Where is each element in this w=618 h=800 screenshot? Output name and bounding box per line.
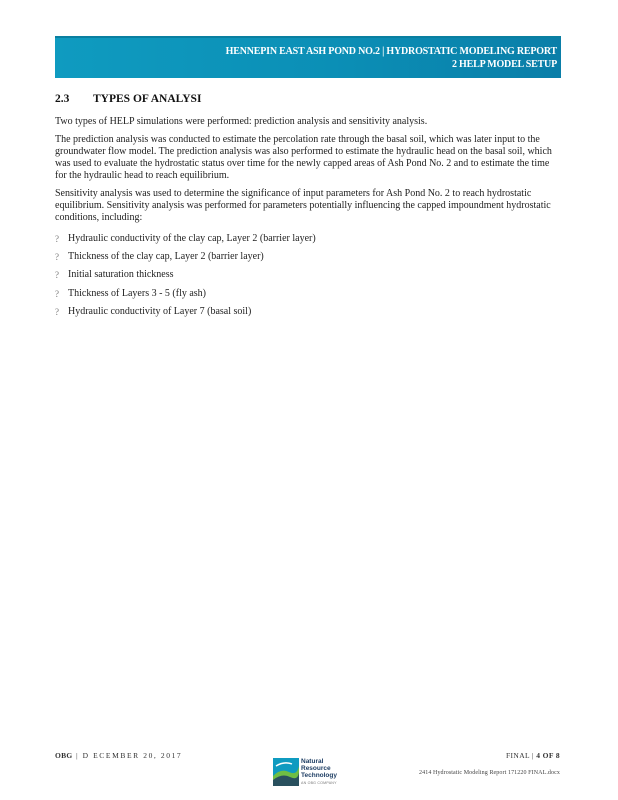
footer-org-date bbox=[55, 751, 182, 760]
footer-date: | D ECEMBER 20, 2017 bbox=[76, 751, 183, 760]
paragraph-sensitivity: Sensitivity analysis was used to determine the significance of input parameters for Ash Pond No. 2 to reach hydrostatic equilibrium. Sensitivity analysis was performed for parameters potentially influencing the capped impoundment hydrostatic conditions, including: bbox=[55, 188, 551, 223]
logo-wordmark: Natural Resource Technology bbox=[301, 758, 337, 779]
header-title: HENNEPIN EAST ASH POND NO.2 | HYDROSTATIC MODELING REPORT bbox=[225, 46, 557, 57]
list-item: ? Initial saturation thickness bbox=[55, 269, 174, 281]
footer-page-info bbox=[506, 751, 560, 760]
list-item: ? Thickness of the clay cap, Layer 2 (barrier layer) bbox=[55, 251, 264, 263]
bullet-marker: ? bbox=[55, 306, 59, 317]
list-item: ? Hydraulic conductivity of Layer 7 (basal soil) bbox=[55, 305, 252, 317]
logo-tagline: AN OBG COMPANY bbox=[301, 781, 337, 785]
footer-status: FINAL | bbox=[505, 751, 534, 760]
paragraph-prediction: The prediction analysis was conducted to estimate the percolation rate through the basal soil, which was later input to the groundwater flow model. The prediction analysis was also performed to estimate the hydraulic head on the basal soil, which was used to evaluate the hydrostatic status over time for the newly capped areas of Ash Pond No. 2 and to estimate the time for the hydraulic head to reach equilibrium. bbox=[55, 134, 552, 181]
bullet-marker: ? bbox=[55, 270, 59, 281]
company-logo bbox=[273, 755, 353, 789]
logo-mark-icon bbox=[273, 758, 299, 786]
list-item: ? Thickness of Layers 3 - 5 (fly ash) bbox=[55, 287, 207, 299]
paragraph-intro: Two types of HELP simulations were performed: prediction analysis and sensitivity analysis. bbox=[55, 116, 428, 127]
footer-org: OBG bbox=[55, 751, 73, 760]
section-heading bbox=[55, 93, 555, 105]
header-subtitle: 2 HELP MODEL SETUP bbox=[451, 59, 557, 70]
footer-page-number: 4 OF 8 bbox=[536, 751, 560, 760]
parameter-list bbox=[55, 233, 561, 324]
page-header-band bbox=[55, 36, 561, 78]
section-number: 2.3 bbox=[55, 93, 70, 105]
list-item: ? Hydraulic conductivity of the clay cap, Layer 2 (barrier layer) bbox=[55, 233, 316, 244]
footer-filename: 2414 Hydrostatic Modeling Report 171220 FINAL.docx bbox=[419, 770, 560, 776]
bullet-marker: ? bbox=[55, 288, 59, 299]
bullet-marker: ? bbox=[55, 252, 59, 263]
bullet-marker: ? bbox=[55, 234, 59, 244]
section-title: TYPES OF ANALYSI bbox=[93, 93, 202, 105]
